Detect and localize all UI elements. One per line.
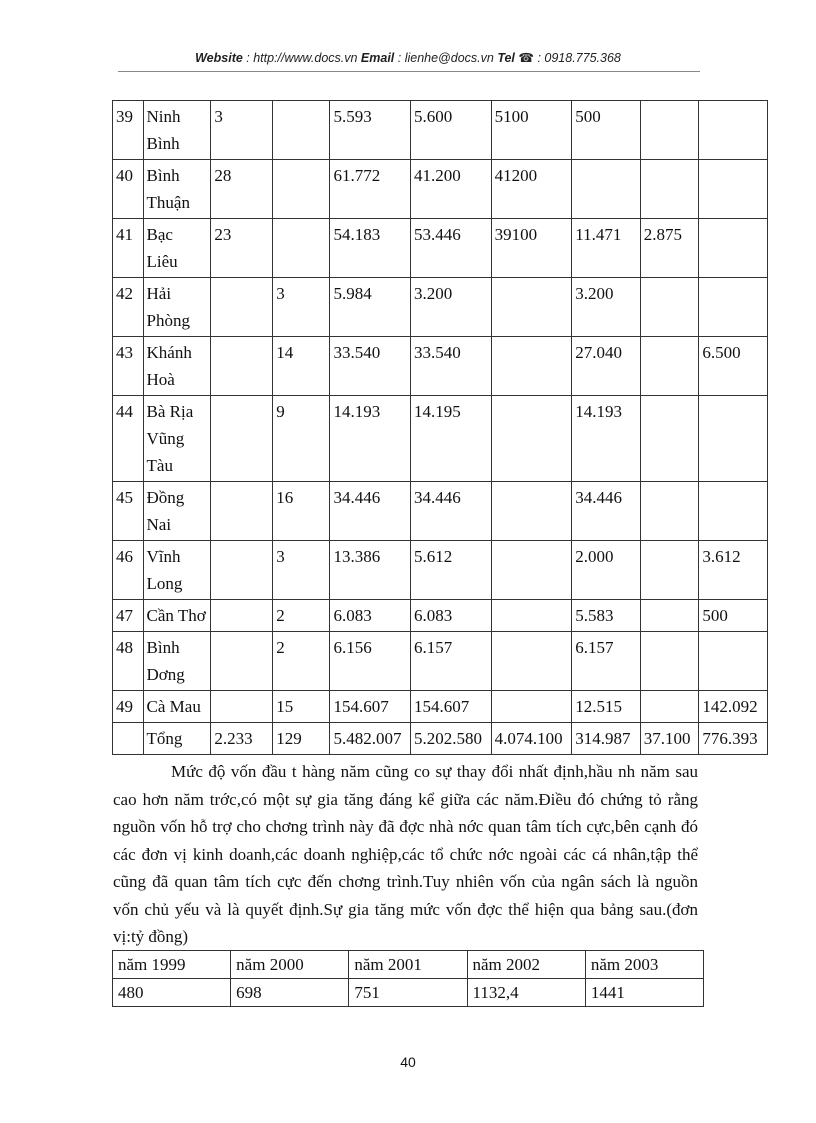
disbursed-cell: 6.157	[411, 632, 492, 691]
table-row	[113, 101, 768, 160]
total-capital-cell: 14.193	[330, 396, 411, 482]
credit-cell: 27.040	[572, 337, 641, 396]
disbursed-cell: 5.612	[411, 541, 492, 600]
other-cell	[699, 482, 768, 541]
table-row	[113, 396, 768, 482]
foreign-cell: 2.875	[640, 219, 699, 278]
province-cell: Vĩnh Long	[143, 541, 211, 600]
budget-cell: 41200	[491, 160, 572, 219]
budget-cell: 5100	[491, 101, 572, 160]
year-header-cell: năm 2002	[467, 951, 585, 979]
foreign-cell	[640, 600, 699, 632]
foreign-cell	[640, 160, 699, 219]
province-cell: Bình Dơng	[143, 632, 211, 691]
count-b-cell: 15	[273, 691, 330, 723]
credit-cell: 34.446	[572, 482, 641, 541]
count-a-cell	[211, 337, 273, 396]
other-cell: 500	[699, 600, 768, 632]
website-value: : http://www.docs.vn	[242, 51, 361, 65]
other-cell	[699, 632, 768, 691]
count-b-cell	[273, 101, 330, 160]
count-a-cell: 28	[211, 160, 273, 219]
row-number-cell: 39	[113, 101, 144, 160]
province-cell: Bình Thuận	[143, 160, 211, 219]
foreign-cell: 37.100	[640, 723, 699, 755]
foreign-cell	[640, 632, 699, 691]
count-b-cell	[273, 219, 330, 278]
credit-cell: 11.471	[572, 219, 641, 278]
table-row	[113, 337, 768, 396]
count-b-cell: 16	[273, 482, 330, 541]
budget-cell	[491, 691, 572, 723]
other-cell	[699, 101, 768, 160]
disbursed-cell: 5.202.580	[411, 723, 492, 755]
budget-cell: 4.074.100	[491, 723, 572, 755]
credit-cell: 12.515	[572, 691, 641, 723]
total-row	[113, 723, 768, 755]
province-cell: Cà Mau	[143, 691, 211, 723]
total-capital-cell: 6.083	[330, 600, 411, 632]
count-b-cell: 14	[273, 337, 330, 396]
province-cell: Bạc Liêu	[143, 219, 211, 278]
other-cell	[699, 396, 768, 482]
count-b-cell: 2	[273, 600, 330, 632]
province-cell: Cần Thơ	[143, 600, 211, 632]
paragraph-text: Mức độ vốn đầu t hàng năm cũng co sự thay đổi nhất định,hầu nh năm sau cao hơn năm trớc,có một sự gia tăng đáng kể giữa các năm.Điều đó chứng tỏ rằng nguồn vốn hỗ trợ cho chơng trình này đã đợc nhà nớc quan tâm tích cực,bên cạnh đó các đơn vị kinh doanh,các doanh nghiệp,các tổ chức nớc ngoài các cá nhân,tập thể cũng đã quan tâm tích cực đến chơng trình.Tuy nhiên vốn của ngân sách là nguồn vốn chủ yếu và là quyết định.Sự gia tăng mức vốn đợc thể hiện qua bảng sau.(đơn vị:tỷ đồng)	[113, 762, 698, 946]
other-cell: 6.500	[699, 337, 768, 396]
row-number-cell: 46	[113, 541, 144, 600]
row-number-cell	[113, 723, 144, 755]
total-capital-cell: 54.183	[330, 219, 411, 278]
total-capital-cell: 154.607	[330, 691, 411, 723]
foreign-cell	[640, 278, 699, 337]
disbursed-cell: 154.607	[411, 691, 492, 723]
disbursed-cell: 41.200	[411, 160, 492, 219]
year-value-cell: 698	[231, 979, 349, 1007]
budget-cell	[491, 396, 572, 482]
table-row	[113, 482, 768, 541]
disbursed-cell: 5.600	[411, 101, 492, 160]
budget-cell	[491, 600, 572, 632]
year-value-cell: 751	[349, 979, 467, 1007]
row-number-cell: 45	[113, 482, 144, 541]
count-b-cell: 9	[273, 396, 330, 482]
foreign-cell	[640, 482, 699, 541]
province-cell: Tổng	[143, 723, 211, 755]
province-cell: Hải Phòng	[143, 278, 211, 337]
year-header-cell: năm 1999	[113, 951, 231, 979]
disbursed-cell: 3.200	[411, 278, 492, 337]
count-b-cell: 3	[273, 278, 330, 337]
yearly-capital-table	[112, 950, 704, 1007]
foreign-cell	[640, 691, 699, 723]
foreign-cell	[640, 101, 699, 160]
year-header-cell: năm 2001	[349, 951, 467, 979]
other-cell: 3.612	[699, 541, 768, 600]
other-cell	[699, 219, 768, 278]
phone-icon: ☎	[518, 51, 534, 65]
budget-cell	[491, 337, 572, 396]
body-paragraph	[113, 758, 698, 951]
budget-cell	[491, 541, 572, 600]
count-a-cell: 2.233	[211, 723, 273, 755]
total-capital-cell: 5.593	[330, 101, 411, 160]
header-divider	[118, 71, 700, 72]
credit-cell: 5.583	[572, 600, 641, 632]
foreign-cell	[640, 337, 699, 396]
disbursed-cell: 14.195	[411, 396, 492, 482]
table-row	[113, 600, 768, 632]
page-header	[0, 50, 816, 65]
count-a-cell	[211, 600, 273, 632]
count-b-cell	[273, 160, 330, 219]
year-header-row	[113, 951, 704, 979]
count-a-cell	[211, 278, 273, 337]
budget-cell	[491, 632, 572, 691]
credit-cell: 2.000	[572, 541, 641, 600]
credit-cell: 3.200	[572, 278, 641, 337]
total-capital-cell: 5.984	[330, 278, 411, 337]
row-number-cell: 41	[113, 219, 144, 278]
total-capital-cell: 5.482.007	[330, 723, 411, 755]
count-a-cell: 3	[211, 101, 273, 160]
disbursed-cell: 6.083	[411, 600, 492, 632]
province-cell: Đồng Nai	[143, 482, 211, 541]
count-a-cell	[211, 691, 273, 723]
year-value-row	[113, 979, 704, 1007]
total-capital-cell: 61.772	[330, 160, 411, 219]
table-row	[113, 278, 768, 337]
disbursed-cell: 34.446	[411, 482, 492, 541]
row-number-cell: 48	[113, 632, 144, 691]
count-b-cell: 129	[273, 723, 330, 755]
table-row	[113, 632, 768, 691]
count-a-cell	[211, 482, 273, 541]
row-number-cell: 49	[113, 691, 144, 723]
total-capital-cell: 33.540	[330, 337, 411, 396]
year-value-cell: 1441	[585, 979, 703, 1007]
row-number-cell: 47	[113, 600, 144, 632]
province-cell: Bà Rịa Vũng Tàu	[143, 396, 211, 482]
row-number-cell: 43	[113, 337, 144, 396]
tel-label: Tel	[497, 51, 515, 65]
year-value-cell: 480	[113, 979, 231, 1007]
budget-cell: 39100	[491, 219, 572, 278]
foreign-cell	[640, 541, 699, 600]
credit-cell: 314.987	[572, 723, 641, 755]
disbursed-cell: 33.540	[411, 337, 492, 396]
budget-cell	[491, 278, 572, 337]
other-cell	[699, 278, 768, 337]
other-cell: 776.393	[699, 723, 768, 755]
other-cell: 142.092	[699, 691, 768, 723]
count-b-cell: 2	[273, 632, 330, 691]
count-a-cell: 23	[211, 219, 273, 278]
budget-cell	[491, 482, 572, 541]
disbursed-cell: 53.446	[411, 219, 492, 278]
investment-table	[112, 100, 768, 755]
table-row	[113, 541, 768, 600]
page-number: 40	[400, 1054, 416, 1070]
website-label: Website	[195, 51, 243, 65]
row-number-cell: 42	[113, 278, 144, 337]
credit-cell: 14.193	[572, 396, 641, 482]
credit-cell	[572, 160, 641, 219]
total-capital-cell: 34.446	[330, 482, 411, 541]
year-value-cell: 1132,4	[467, 979, 585, 1007]
year-header-cell: năm 2000	[231, 951, 349, 979]
total-capital-cell: 6.156	[330, 632, 411, 691]
table-row	[113, 219, 768, 278]
credit-cell: 500	[572, 101, 641, 160]
total-capital-cell: 13.386	[330, 541, 411, 600]
email-label: Email	[360, 51, 395, 65]
tel-value: : 0918.775.368	[533, 51, 621, 65]
table-row	[113, 160, 768, 219]
row-number-cell: 44	[113, 396, 144, 482]
count-a-cell	[211, 632, 273, 691]
year-header-cell: năm 2003	[585, 951, 703, 979]
other-cell	[699, 160, 768, 219]
table-row	[113, 691, 768, 723]
province-cell: Khánh Hoà	[143, 337, 211, 396]
province-cell: Ninh Bình	[143, 101, 211, 160]
count-a-cell	[211, 541, 273, 600]
count-b-cell: 3	[273, 541, 330, 600]
row-number-cell: 40	[113, 160, 144, 219]
credit-cell: 6.157	[572, 632, 641, 691]
count-a-cell	[211, 396, 273, 482]
foreign-cell	[640, 396, 699, 482]
email-value: : lienhe@docs.vn	[394, 51, 498, 65]
